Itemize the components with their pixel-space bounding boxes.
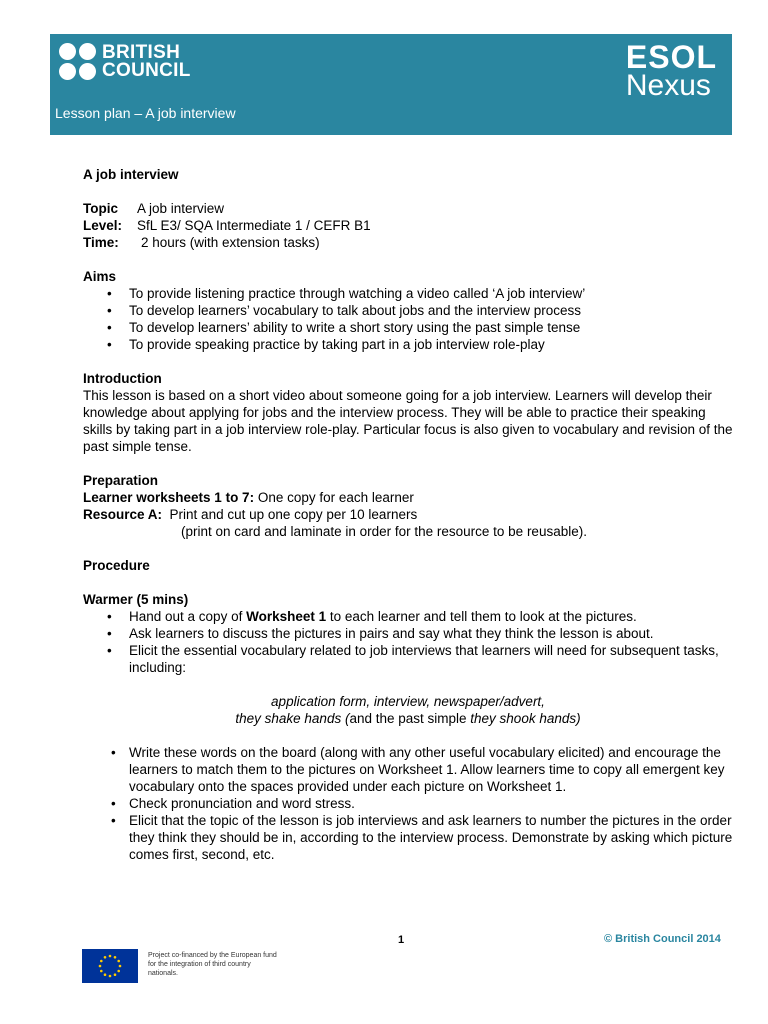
warmer-heading: Warmer (5 mins) xyxy=(83,592,189,607)
logo-line1: BRITISH xyxy=(102,41,181,63)
list-item: • Ask learners to discuss the pictures in pairs and say what they think the lesson is about. xyxy=(83,625,733,642)
brand-line2: Nexus xyxy=(625,69,711,102)
worksheet-ref: Worksheet 1 xyxy=(246,609,327,624)
list-item: • To develop learners’ ability to write a short story using the past simple tense xyxy=(83,319,733,336)
list-item: • Elicit that the topic of the lesson is job interviews and ask learners to number the pictures in the order they think they should be in, according to the interview process. Demonstrate by asking which picture comes first, second, etc. xyxy=(83,812,733,863)
doc-title: A job interview xyxy=(83,167,179,182)
brand-line1: ESOL xyxy=(625,39,717,75)
british-council-logo xyxy=(59,43,191,80)
list-item: • Check pronunciation and word stress. xyxy=(83,795,733,812)
esol-nexus-logo xyxy=(625,39,717,102)
topic-row xyxy=(83,200,733,217)
aims-list xyxy=(83,285,733,353)
procedure-heading: Procedure xyxy=(83,558,150,573)
list-item: • Write these words on the board (along with any other useful vocabulary elicited) and encourage the learners to match them to the pictures on Worksheet 1. Allow learners time to copy all emergent key vocabulary onto the spaces provided under each picture on Worksheet 1. xyxy=(83,744,733,795)
vocab-line2 xyxy=(83,710,733,727)
warmer-b1-pre: Hand out a copy of xyxy=(129,609,247,624)
warmer-list-continued xyxy=(83,744,733,863)
prep-res-value: Print and cut up one copy per 10 learners xyxy=(169,507,418,522)
aims-heading: Aims xyxy=(83,269,117,284)
logo-line2: COUNCIL xyxy=(102,59,191,81)
prep-heading: Preparation xyxy=(83,473,159,488)
list-item: • To provide listening practice through watching a video called ‘A job interview’ xyxy=(83,285,733,302)
level-label: Level: xyxy=(83,218,123,233)
document-body xyxy=(83,166,733,863)
list-item xyxy=(83,608,733,625)
list-item: • To develop learners’ vocabulary to talk about jobs and the interview process xyxy=(83,302,733,319)
vocab-line1: application form, interview, newspaper/advert, xyxy=(271,694,545,709)
intro-text: This lesson is based on a short video about someone going for a job interview. Learners will develop their knowledge about applying for jobs and the interview process. They will be able to practice their speaking skills by taking part in a job interview role-play. Particular focus is also given to vocabulary and revision of the past simple tense. xyxy=(83,388,733,454)
vocab-line2-a: they shake hands ( xyxy=(235,711,350,726)
topic-value: A job interview xyxy=(137,201,225,216)
level-row xyxy=(83,217,733,234)
prep-ws-label: Learner worksheets 1 to 7: xyxy=(83,490,255,505)
warmer-list xyxy=(83,608,733,676)
logo-dots-icon xyxy=(59,43,96,80)
time-row xyxy=(83,234,733,251)
level-value: SfL E3/ SQA Intermediate 1 / CEFR B1 xyxy=(137,218,371,233)
prep-ws-value: One copy for each learner xyxy=(257,490,414,505)
time-label: Time: xyxy=(83,235,119,250)
prep-resource xyxy=(83,506,733,523)
time-value: 2 hours (with extension tasks) xyxy=(141,235,320,250)
prep-res-note: (print on card and laminate in order for the resource to be reusable). xyxy=(181,524,587,539)
header-banner xyxy=(50,34,732,135)
page-number: 1 xyxy=(398,934,405,946)
list-item: • Elicit the essential vocabulary related to job interviews that learners will need for subsequent tasks, including: xyxy=(83,642,733,676)
banner-subtitle: Lesson plan – A job interview xyxy=(55,105,236,121)
vocab-line2-c: they shook hands) xyxy=(470,711,581,726)
topic-label: Topic xyxy=(83,201,118,216)
vocab-line2-b: and the past simple xyxy=(349,711,471,726)
warmer-b1-post: to each learner and tell them to look at the pictures. xyxy=(326,609,637,624)
prep-worksheets xyxy=(83,489,733,506)
list-item: • To provide speaking practice by taking part in a job interview role-play xyxy=(83,336,733,353)
eu-funding-note: Project co-financed by the European fund for the integration of third country nationals. xyxy=(148,952,277,977)
copyright: © British Council 2014 xyxy=(604,933,721,945)
intro-heading: Introduction xyxy=(83,371,162,386)
prep-res-label: Resource A: xyxy=(83,507,163,522)
eu-flag-icon xyxy=(82,949,138,983)
